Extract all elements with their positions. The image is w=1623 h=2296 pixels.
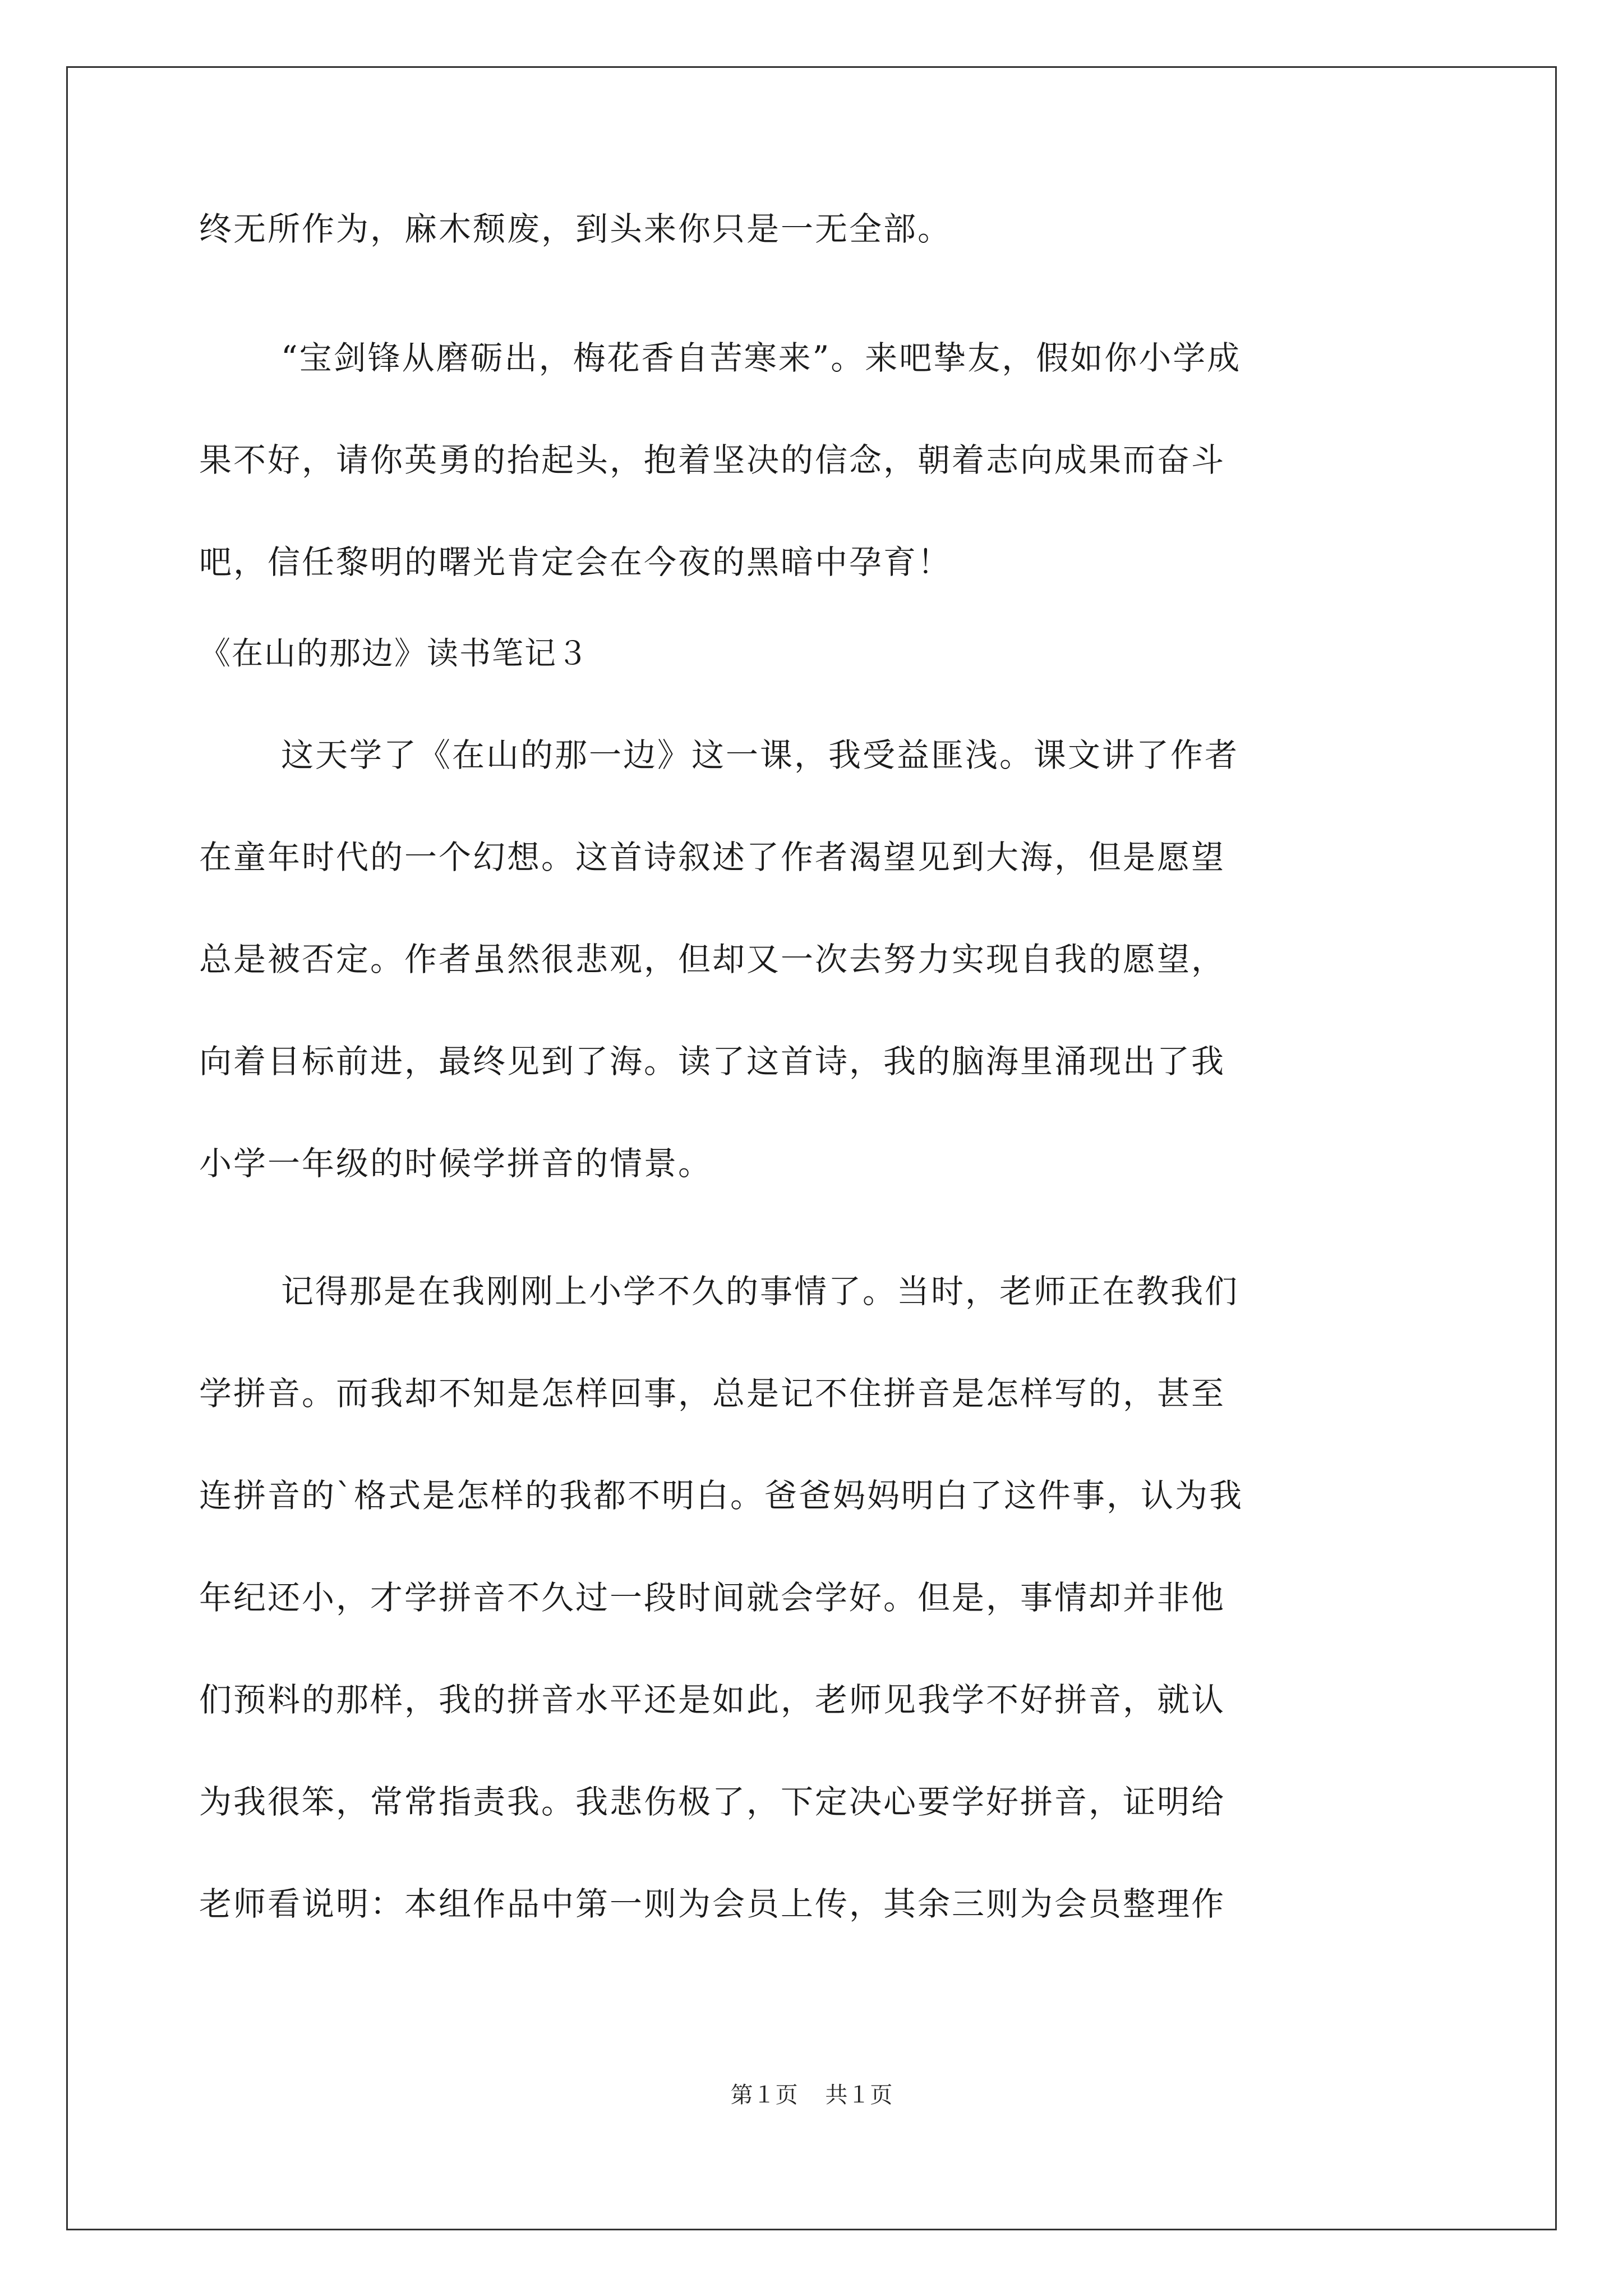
- paragraph-line: 向着目标前进，最终见到了海。读了这首诗，我的脑海里涌现出了我: [199, 1042, 1226, 1080]
- paragraph-line: 终无所作为，麻木颓废，到头来你只是一无全部。: [199, 210, 952, 248]
- paragraph-line: 总是被否定。作者虽然很悲观，但却又一次去努力实现自我的愿望，: [199, 940, 1226, 978]
- paragraph-line: 连拼音的`格式是怎样的我都不明白。爸爸妈妈明白了这件事，认为我: [199, 1476, 1244, 1515]
- paragraph-line: 吧，信任黎明的曙光肯定会在今夜的黑暗中孕育！: [199, 543, 952, 581]
- paragraph-line: 学拼音。而我却不知是怎样回事，总是记不住拼音是怎样写的，甚至: [199, 1374, 1226, 1412]
- paragraph-line: 在童年时代的一个幻想。这首诗叙述了作者渴望见到大海，但是愿望: [199, 838, 1226, 876]
- paragraph-line: 们预料的那样，我的拼音水平还是如此，老师见我学不好拼音，就认: [199, 1681, 1226, 1719]
- section-heading: 《在山的那边》读书笔记３: [199, 636, 589, 672]
- paragraph-line: 记得那是在我刚刚上小学不久的事情了。当时，老师正在教我们: [281, 1272, 1239, 1310]
- paragraph-line: 年纪还小，才学拼音不久过一段时间就会学好。但是，事情却并非他: [199, 1579, 1226, 1617]
- paragraph-line: 果不好，请你英勇的抬起头，抱着坚决的信念，朝着志向成果而奋斗: [199, 441, 1226, 479]
- paragraph-line: 小学一年级的时候学拼音的情景。: [199, 1144, 713, 1182]
- page-number: 第１页: [730, 2082, 798, 2108]
- page-total: 共１页: [825, 2082, 893, 2108]
- page-footer: [0, 2081, 1623, 2109]
- paragraph-line: 老师看说明：本组作品中第一则为会员上传，其余三则为会员整理作: [199, 1885, 1226, 1923]
- paragraph-line: 为我很笨，常常指责我。我悲伤极了，下定决心要学好拼音，证明给: [199, 1783, 1226, 1821]
- paragraph-line: “宝剑锋从磨砺出，梅花香自苦寒来”。来吧挚友，假如你小学成: [281, 339, 1242, 377]
- paragraph-line: 这天学了《在山的那一边》这一课，我受益匪浅。课文讲了作者: [281, 736, 1239, 774]
